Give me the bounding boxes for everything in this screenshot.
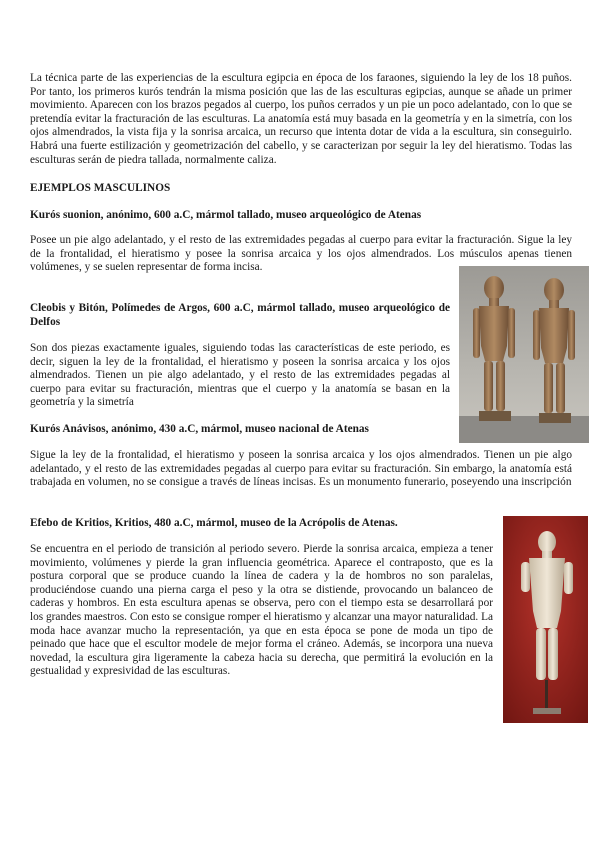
cleobis-biton-photo (459, 266, 589, 443)
efebo-kritios-photo (503, 516, 588, 723)
work-text-cleobis-biton: Son dos piezas exactamente iguales, siguiendo todas las características de este periodo, es decir, siguen la ley de la frontalidad, el hieratismo y poseen la sonrisa arcaica y los ojos almendrados. Tienen un pie algo adelantado, y el resto de las extremidades pegadas al cuerpo para evitar su fracturación, mientras que el cuerpo y la anatomía se basan en la geometría y la simetría (30, 342, 450, 409)
work-text-efebo-kritios: Se encuentra en el periodo de transición al periodo severo. Pierde la sonrisa arcaica, empieza a tener movimiento, volúmenes y pierde la gran influencia geométrica. Aparece el contraposto, que es la postura corporal que se produce cuando la línea de cadera y la de hombros no son paralelas, produciéndose cuando una pierna carga el peso y la otra se distiende, provocando un balanceo de caderas y hombros. En esta escultura apenas se observa, pero con el tiempo esta se desarrollará por los grandes maestros. Con esto se consigue romper el hieratismo y alcanzar una mayor naturalidad. La moda hace avanzar mucho la representación, ya que en esta época se pone de moda un tipo de peinado que hace que el escultor modele de mejor forma el cráneo. Además, se incorpora una nueva novedad, la escultura gira ligeramente la cabeza hacia su derecha, que permitirá la evolución en la gestualidad y expresividad de las esculturas. (30, 543, 493, 678)
work-text-kuros-anavisos: Sigue la ley de la frontalidad, el hieratismo y poseen la sonrisa arcaica y los ojos almendrados. Tienen un pie algo adelantado, y el resto de las extremidades pegadas al cuerpo para evitar su fracturación. Sin embargo, la anatomía está trabajada en volumen, no se consigue a través de líneas incisas. Es un monumento funerario, poseyendo una inscripción (30, 449, 572, 489)
work-text-kuros-suonion: Posee un pie algo adelantado, y el resto de las extremidades pegadas al cuerpo para evitar la fracturación. Sigue la ley de la frontalidad, el hieratismo y posee la sonrisa arcaica y los ojos almendrados. Los músculos apenas tienen volúmenes, y se suelen representar de forma incisa. (30, 234, 572, 274)
intro-paragraph: La técnica parte de las experiencias de la escultura egipcia en época de los faraones, siguiendo la ley de los 18 puños. Por tanto, los primeros kurós tendrán la misma posición que las de las esculturas egipcias, aunque se añade un primer movimiento. Aparecen con los brazos pegados al cuerpo, los puños cerrados y un pie un poco adelantado, con lo que se pretendía evitar la fracturación de las esculturas. La anatomía está muy basada en la geometría y en la simetría, con los ojos almendrados, la vista fija y la sonrisa arcaica, un recurso que intenta dotar de vida a la escultura, sin conseguirlo. Habrá una fuerte estilización y geometrización del cabello, y se caracterizan por seguir la ley del hieratismo. Todas las esculturas serán de piedra tallada, normalmente caliza. (30, 72, 572, 166)
work-title-cleobis-biton: Cleobis y Bitón, Polímedes de Argos, 600 a.C, mármol tallado, museo arqueológico de Delfos (30, 302, 450, 328)
section-title: EJEMPLOS MASCULINOS (30, 182, 171, 194)
work-title-kuros-anavisos: Kurós Anávisos, anónimo, 430 a.C, mármol, museo nacional de Atenas (30, 423, 369, 435)
work-title-efebo-kritios: Efebo de Kritios, Kritios, 480 a.C, mármol, museo de la Acrópolis de Atenas. (30, 517, 398, 529)
work-title-kuros-suonion: Kurós suonion, anónimo, 600 a.C, mármol tallado, museo arqueológico de Atenas (30, 209, 422, 221)
